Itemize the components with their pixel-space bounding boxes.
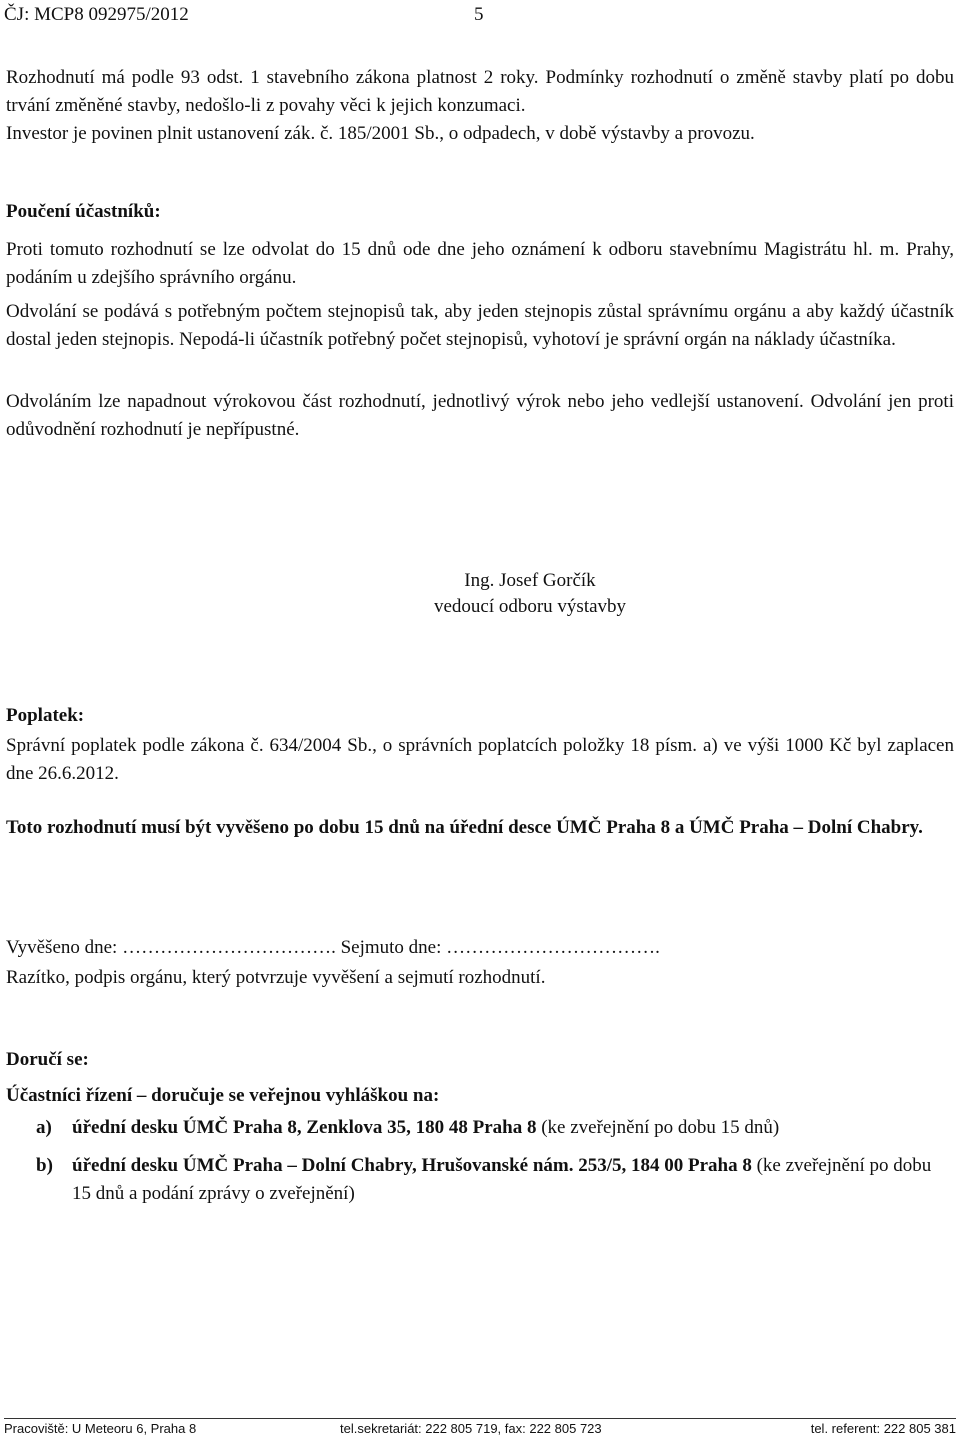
list-item [6, 1152, 954, 1208]
list-item-address: úřední desku ÚMČ Praha 8, Zenklova 35, 180 48 Praha 8 [72, 1117, 537, 1138]
footer-divider [4, 1418, 956, 1419]
fee-paragraph: Správní poplatek podle zákona č. 634/2004 Sb., o správních poplatcích položky 18 písm. a) ve výši 1000 Kč byl zaplacen dne 26.6.2012. [6, 735, 954, 784]
footer-workplace: Pracoviště: U Meteoru 6, Praha 8 [4, 1421, 197, 1436]
instruction-heading: Poučení účastníků: [6, 201, 161, 222]
posting-notice: Toto rozhodnutí musí být vyvěšeno po dobu 15 dnů na úřední desce ÚMČ Praha 8 a ÚMČ Praha – Dolní Chabry. [6, 817, 923, 838]
appeal-scope-paragraph: Odvoláním lze napadnout výrokovou část rozhodnutí, jednotlivý výrok nebo jeho vedlejší ustanovení. Odvolání jen proti odůvodnění rozhodnutí je nepřípustné. [6, 391, 954, 440]
appeal-paragraph: Proti tomuto rozhodnutí se lze odvolat do 15 dnů ode dne jeho oznámení k odboru stavebnímu Magistrátu hl. m. Prahy, podáním u zdejšího správního orgánu. [6, 239, 954, 288]
fee-heading: Poplatek: [6, 705, 85, 726]
list-item-mark: a) [36, 1117, 52, 1138]
signer-name: Ing. Josef Gorčík [464, 570, 596, 591]
participants-heading: Účastníci řízení – doručuje se veřejnou vyhláškou na: [6, 1085, 440, 1106]
list-item [6, 1114, 954, 1142]
page-number: 5 [474, 4, 484, 25]
page-header [4, 4, 484, 26]
list-item-mark: b) [36, 1155, 53, 1176]
posted-dates-line: Vyvěšeno dne: ……………………………. Sejmuto dne: ……………………………. [6, 937, 660, 958]
list-item-address: úřední desku ÚMČ Praha – Dolní Chabry, Hrušovanské nám. 253/5, 184 00 Praha 8 [72, 1155, 752, 1176]
delivery-heading: Doručí se: [6, 1049, 89, 1070]
copies-paragraph: Odvolání se podává s potřebným počtem stejnopisů tak, aby jeden stejnopis zůstal správnímu orgánu a aby každý účastník dostal jeden stejnopis. Nepodá-li účastník potřebný počet stejnopisů, vyhotoví je správní orgán na náklady účastníka. [6, 301, 954, 350]
stamp-line: Razítko, podpis orgánu, který potvrzuje vyvěšení a sejmutí rozhodnutí. [6, 967, 546, 988]
footer-secretariat: tel.sekretariát: 222 805 719, fax: 222 805 723 [340, 1421, 602, 1436]
waste-law-paragraph: Investor je povinen plnit ustanovení zák. č. 185/2001 Sb., o odpadech, v době výstavby a provozu. [6, 123, 755, 144]
list-item-note: (ke zveřejnění po dobu 15 dnů a podání zprávy o zveřejnění) [72, 1155, 932, 1204]
reference-number: ČJ: MCP8 092975/2012 [4, 4, 189, 25]
signer-role: vedoucí odboru výstavby [433, 596, 627, 617]
list-item-note: (ke zveřejnění po dobu 15 dnů) [536, 1117, 780, 1138]
validity-paragraph: Rozhodnutí má podle 93 odst. 1 stavebního zákona platnost 2 roky. Podmínky rozhodnutí o změně stavby platí po dobu trvání změněné stavby, nedošlo-li z povahy věci k jejich konzumaci. [6, 67, 954, 116]
delivery-list [6, 1114, 954, 1218]
footer-referent: tel. referent: 222 805 381 [810, 1421, 956, 1436]
